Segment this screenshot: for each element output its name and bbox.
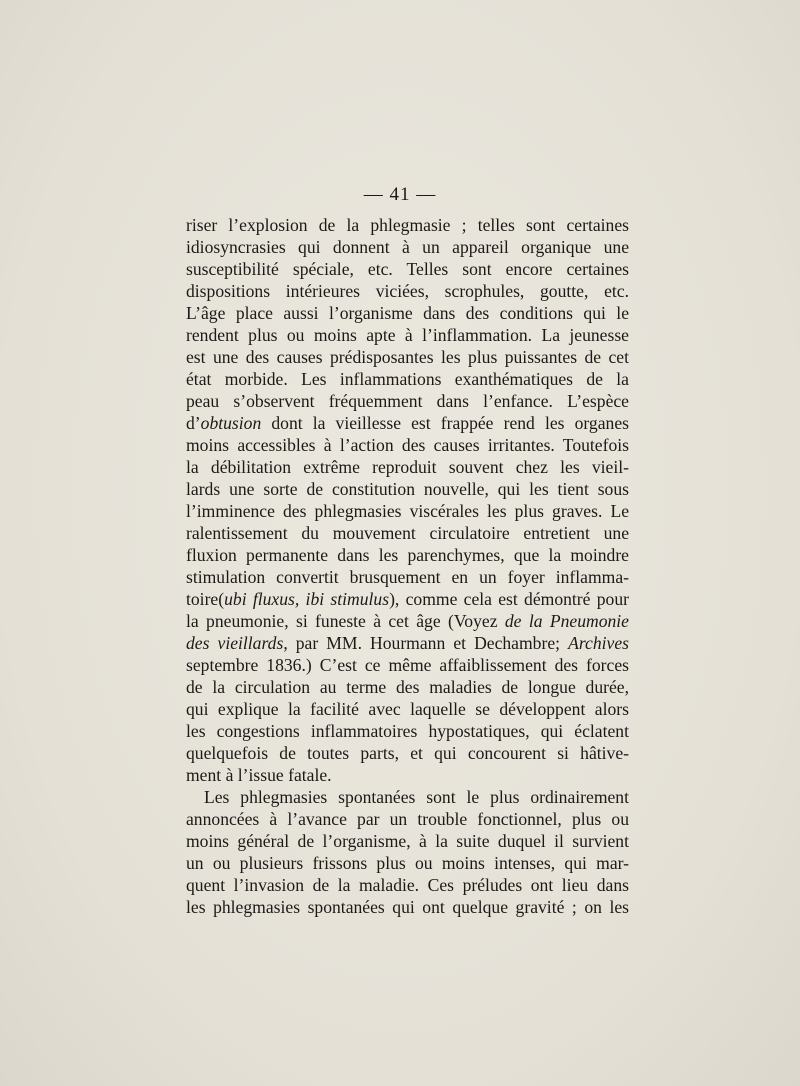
text-line <box>186 258 629 280</box>
text-line <box>186 324 629 346</box>
italic-text: ubi fluxus, ibi stimulus <box>224 589 390 609</box>
text-run: les phlegmasies spontanées qui ont quelque gravité ; on les <box>186 897 629 917</box>
text-line <box>186 236 629 258</box>
text-line <box>186 632 629 654</box>
text-run: Les phlegmasies spontanées sont le plus ordinairement <box>204 787 629 807</box>
italic-text: des vieillards <box>186 633 284 653</box>
text-run: qui explique la facilité avec laquelle se développent alors <box>186 699 629 719</box>
body-text <box>186 214 629 918</box>
text-line <box>186 720 629 742</box>
text-line <box>186 742 629 764</box>
text-line <box>186 896 629 918</box>
text-line <box>186 434 629 456</box>
text-run: peau s’observent fréquemment dans l’enfance. L’espèce <box>186 391 629 411</box>
text-line <box>186 302 629 324</box>
text-line <box>186 412 629 434</box>
text-run: de la circulation au terme des maladies de longue durée, <box>186 677 629 697</box>
text-run: est une des causes prédisposantes les plus puissantes de cet <box>186 347 629 367</box>
italic-text: Archives <box>568 633 629 653</box>
text-run: un ou plusieurs frissons plus ou moins intenses, qui mar- <box>186 853 629 873</box>
text-line <box>186 698 629 720</box>
text-run: rendent plus ou moins apte à l’inflammation. La jeunesse <box>186 325 629 345</box>
text-line <box>186 852 629 874</box>
text-line <box>186 544 629 566</box>
page-number: — 41 — <box>363 184 437 205</box>
text-line <box>186 874 629 896</box>
text-run: moins général de l’organisme, à la suite duquel il survient <box>186 831 629 851</box>
text-run: septembre 1836.) C’est ce même affaiblissement des forces <box>186 655 629 675</box>
text-line <box>186 676 629 698</box>
text-line <box>186 214 629 236</box>
text-line <box>186 830 629 852</box>
text-line <box>186 346 629 368</box>
text-run: dont la vieillesse est frappée rend les organes <box>261 413 629 433</box>
text-run: l’imminence des phlegmasies viscérales les plus graves. Le <box>186 501 629 521</box>
text-run: lards une sorte de constitution nouvelle, qui les tient sous <box>186 479 629 499</box>
text-line <box>186 500 629 522</box>
text-run: la débilitation extrême reproduit souvent chez les vieil- <box>186 457 629 477</box>
text-line <box>186 654 629 676</box>
text-run: L’âge place aussi l’organisme dans des conditions qui le <box>186 303 629 323</box>
text-line <box>186 566 629 588</box>
text-run: ), comme cela est démontré pour <box>389 589 629 609</box>
text-run: dispositions intérieures viciées, scrophules, goutte, etc. <box>186 281 629 301</box>
text-line <box>186 808 629 830</box>
text-run: stimulation convertit brusquement en un foyer inflamma- <box>186 567 629 587</box>
text-line <box>186 764 629 786</box>
text-run: quelquefois de toutes parts, et qui concourent si hâtive- <box>186 743 629 763</box>
text-run: , par MM. Hourmann et Dechambre; <box>283 633 569 653</box>
text-line <box>186 390 629 412</box>
text-run: riser l’explosion de la phlegmasie ; telles sont certaines <box>186 215 629 235</box>
italic-text: obtusion <box>200 413 262 433</box>
text-line <box>186 588 629 610</box>
text-run: quent l’invasion de la maladie. Ces préludes ont lieu dans <box>186 875 629 895</box>
text-run: susceptibilité spéciale, etc. Telles sont encore certaines <box>186 259 629 279</box>
text-run: état morbide. Les inflammations exanthématiques de la <box>186 369 629 389</box>
text-run: toire( <box>186 589 225 609</box>
text-line <box>186 610 629 632</box>
text-run: idiosyncrasies qui donnent à un appareil organique une <box>186 237 629 257</box>
text-line <box>186 280 629 302</box>
text-line <box>186 368 629 390</box>
text-run: les congestions inflammatoires hypostatiques, qui éclatent <box>186 721 629 741</box>
text-run: ralentissement du mouvement circulatoire entretient une <box>186 523 629 543</box>
italic-text: de la Pneumonie <box>504 611 629 631</box>
text-run: annoncées à l’avance par un trouble fonctionnel, plus ou <box>186 809 629 829</box>
text-line <box>186 456 629 478</box>
text-line <box>186 786 629 808</box>
text-run: moins accessibles à l’action des causes irritantes. Toutefois <box>186 435 629 455</box>
text-run: ment à l’issue fatale. <box>186 765 332 785</box>
text-line <box>186 478 629 500</box>
text-line <box>186 522 629 544</box>
text-run: d’ <box>186 413 201 433</box>
text-run: fluxion permanente dans les parenchymes, que la moindre <box>186 545 629 565</box>
text-run: la pneumonie, si funeste à cet âge (Voyez <box>186 611 505 631</box>
